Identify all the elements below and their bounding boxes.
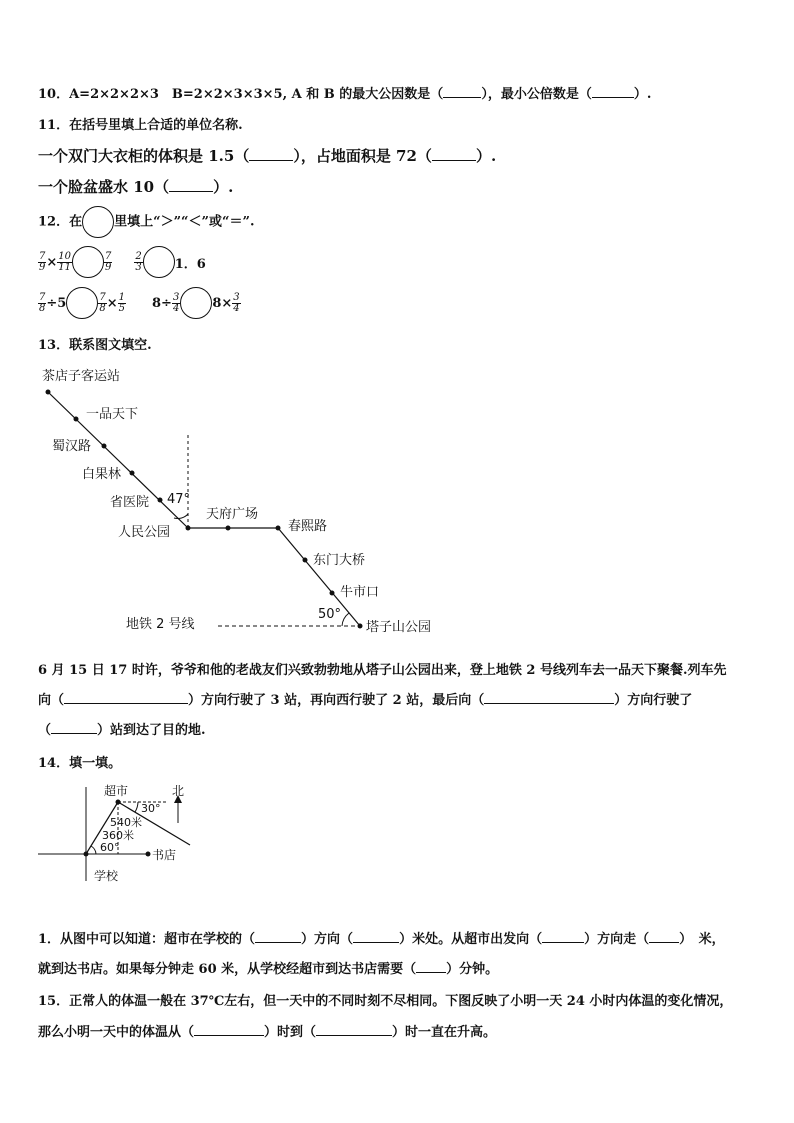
answer-blank[interactable] — [316, 1023, 392, 1036]
question-11-title: 11．在括号里填上合适的单位名称. — [38, 118, 243, 133]
subway-map — [0, 360, 794, 640]
answer-blank[interactable] — [443, 85, 481, 98]
fraction: $\frac{10}{11}$ — [58, 250, 72, 273]
fraction: $\frac{2}{3}$ — [135, 250, 142, 273]
question-13-text-3: （ ）站到达了目的地. — [38, 723, 206, 738]
station-label: 一品天下 — [86, 407, 139, 422]
station-label: 东门大桥 — [313, 553, 366, 568]
station-label: 春熙路 — [288, 519, 328, 534]
compare-circle[interactable] — [143, 246, 175, 278]
question-12-row-2: $\frac{7}{8}$ ÷5 $\frac{7}{8}$ × $\frac{1}{5}$ 8÷ $\frac{3}{4}$ 8× $\frac{3}{4}$ — [38, 287, 241, 319]
question-13-text-2: 向（ ）方向行驶了 3 站，再向西行驶了 2 站，最后向（ ）方向行驶了 — [38, 693, 693, 708]
question-15-text-1: 15．正常人的体温一般在 37℃左右，但一天中的不同时刻不尽相同。下图反映了小明一天 24 小时内体温的变化情况， — [38, 994, 733, 1009]
map-label: 书店 — [152, 848, 177, 862]
map-label: 540米 — [110, 816, 142, 829]
answer-blank[interactable] — [484, 691, 614, 704]
angle-arc — [342, 613, 349, 626]
school-map — [0, 775, 794, 890]
compare-circle[interactable] — [72, 246, 104, 278]
station-label: 人民公园 — [118, 525, 171, 540]
fraction: $\frac{3}{4}$ — [172, 291, 180, 314]
line-label: 地铁 2 号线 — [126, 617, 195, 632]
map-label: 30° — [141, 802, 161, 815]
compare-circle-icon — [82, 206, 114, 238]
fraction: $\frac{1}{5}$ — [118, 291, 125, 314]
map-label: 60° — [100, 841, 120, 854]
station-label: 白果林 — [82, 467, 122, 482]
question-11-line-1: 一个双门大衣柜的体积是 1.5（ ），占地面积是 72（ ）. — [38, 147, 497, 165]
map-label: 北 — [172, 784, 185, 798]
fraction: $\frac{7}{9}$ — [39, 250, 46, 273]
fraction: $\frac{7}{9}$ — [105, 250, 112, 273]
fraction: $\frac{7}{8}$ — [39, 291, 46, 314]
answer-blank[interactable] — [51, 721, 97, 734]
question-15-text-2: 那么小明一天中的体温从（ ）时到（ ）时一直在升高。 — [38, 1025, 497, 1040]
station-label: 茶店子客运站 — [42, 369, 121, 384]
question-14-title: 14．填一填。 — [38, 756, 122, 771]
station-label: 塔子山公园 — [366, 620, 432, 635]
question-10: 10．A=2×2×2×3 B=2×2×3×3×5, A 和 B 的最大公因数是（ ），最小公倍数是（ ）. — [38, 87, 652, 102]
answer-blank[interactable] — [64, 691, 188, 704]
map-label: 360米 — [102, 829, 134, 842]
question-11-line-2: 一个脸盆盛水 10（ ）. — [38, 178, 234, 196]
answer-blank[interactable] — [649, 930, 679, 943]
map-label: 学校 — [94, 869, 119, 883]
fraction: $\frac{7}{8}$ — [99, 291, 106, 314]
question-13-text-1: 6 月 15 日 17 时许，爷爷和他的老战友们兴致勃勃地从塔子山公园出来，登上地铁 2 号线列车去一品天下聚餐.列车先 — [38, 663, 727, 678]
answer-blank[interactable] — [416, 960, 446, 973]
question-14-text-1: 1．从图中可以知道：超市在学校的（ ）方向（ ）米处。从超市出发向（ ）方向走（ ） 米， — [38, 932, 725, 947]
question-12-row-1: $\frac{7}{9}$ × $\frac{10}{11}$ $\frac{7}{9}$ $\frac{2}{3}$ 1．6 — [38, 246, 206, 278]
station-label: 蜀汉路 — [52, 439, 92, 454]
station-label: 省医院 — [110, 495, 150, 510]
answer-blank[interactable] — [432, 148, 476, 161]
question-14-text-2: 就到达书店。如果每分钟走 60 米，从学校经超市到达书店需要（ ）分钟。 — [38, 962, 499, 977]
compare-circle[interactable] — [66, 287, 98, 319]
compare-circle[interactable] — [180, 287, 212, 319]
angle-label: 47° — [167, 492, 191, 507]
question-12-title: 12．在 里填上“＞”“＜”或“＝”. — [38, 206, 255, 238]
question-13-title: 13．联系图文填空. — [38, 338, 152, 353]
answer-blank[interactable] — [592, 85, 634, 98]
station-label: 天府广场 — [206, 507, 259, 522]
station-label: 牛市口 — [340, 585, 380, 600]
angle-label: 50° — [318, 607, 342, 622]
map-label: 超市 — [104, 784, 129, 798]
answer-blank[interactable] — [194, 1023, 264, 1036]
answer-blank[interactable] — [169, 179, 213, 192]
answer-blank[interactable] — [353, 930, 399, 943]
answer-blank[interactable] — [255, 930, 301, 943]
answer-blank[interactable] — [249, 148, 293, 161]
fraction: $\frac{3}{4}$ — [233, 291, 240, 314]
answer-blank[interactable] — [542, 930, 584, 943]
